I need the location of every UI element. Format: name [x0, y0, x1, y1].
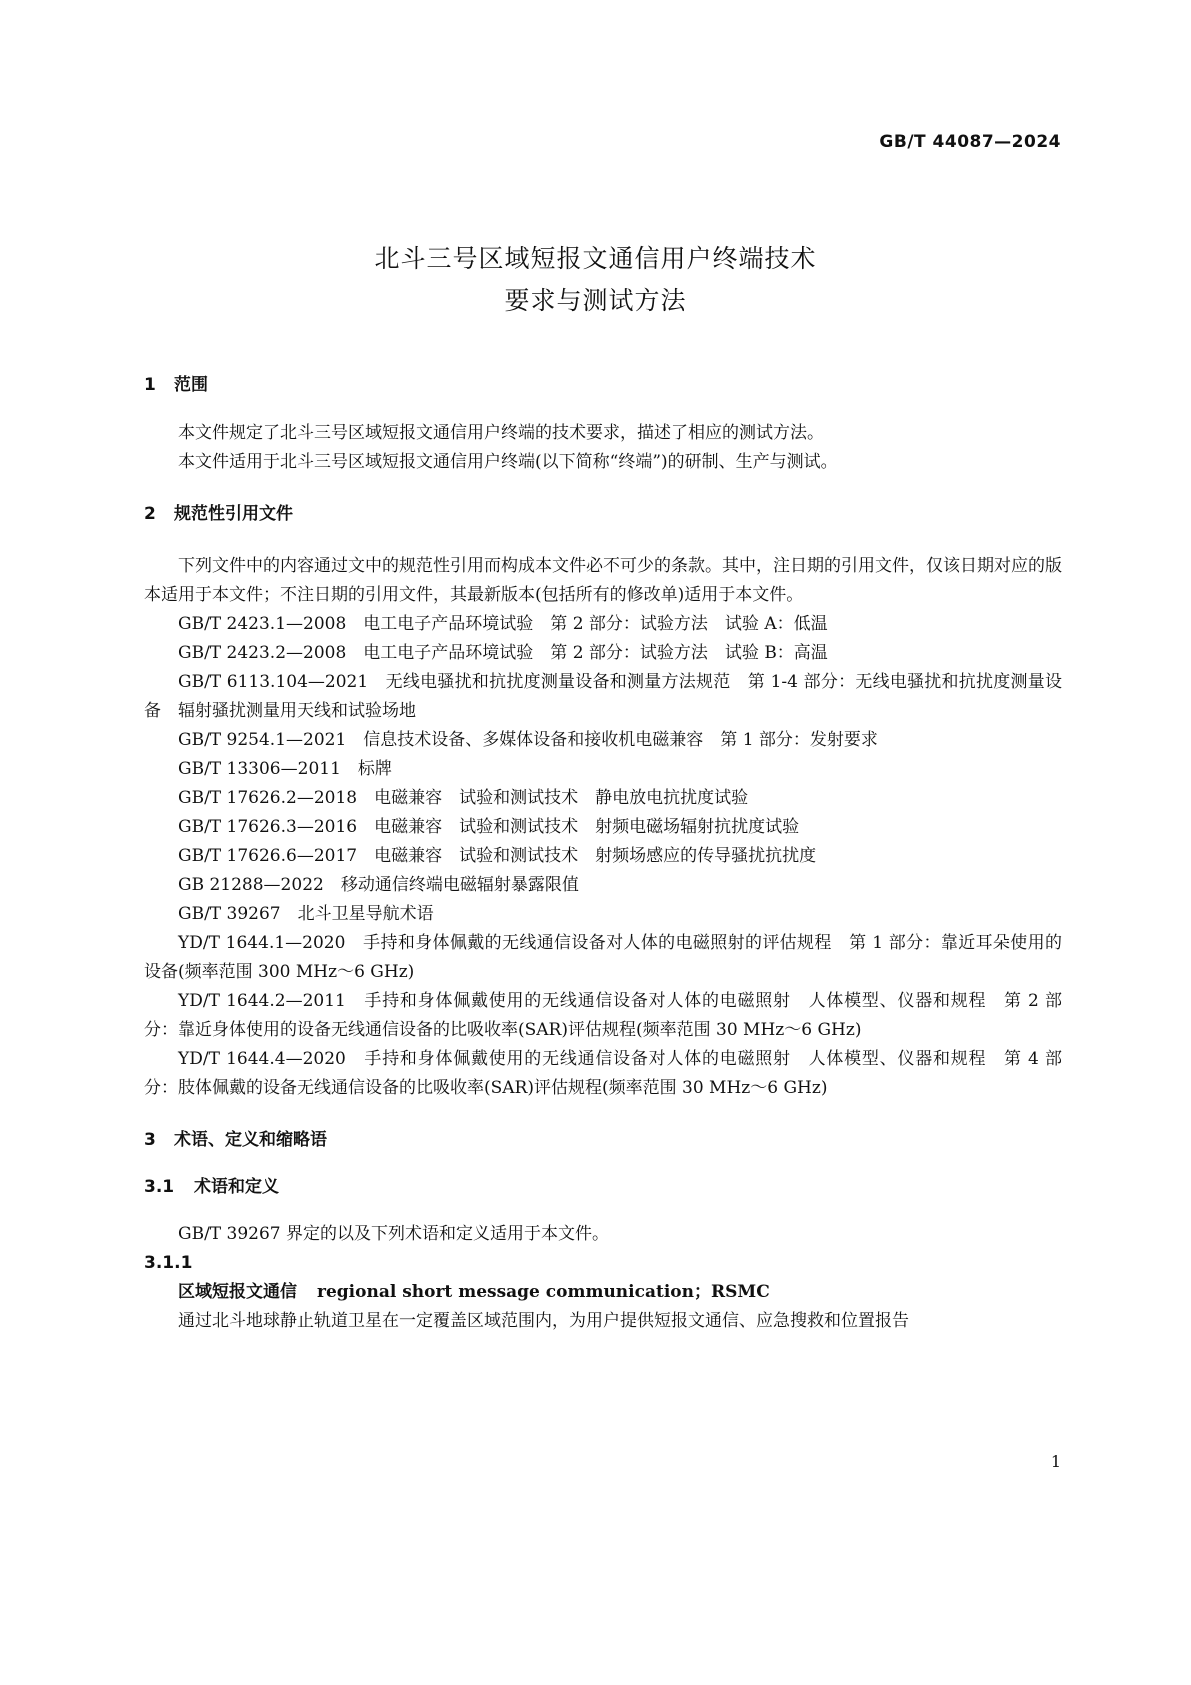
- standard-code: GB/T 44087—2024: [879, 132, 1061, 152]
- reference-item: GB/T 2423.2—2008 电工电子产品环境试验 第 2 部分：试验方法 试验 B：高温: [178, 643, 828, 663]
- term-chinese: 区域短报文通信: [178, 1282, 297, 1302]
- reference-item: GB/T 17626.3—2016 电磁兼容 试验和测试技术 射频电磁场辐射抗扰度试验: [178, 817, 800, 837]
- reference-item: GB/T 17626.6—2017 电磁兼容 试验和测试技术 射频场感应的传导骚扰抗扰度: [178, 846, 817, 866]
- reference-item: GB/T 17626.2—2018 电磁兼容 试验和测试技术 静电放电抗扰度试验: [178, 788, 749, 808]
- section-title: 术语、定义和缩略语: [174, 1130, 327, 1150]
- section-number: 1: [144, 375, 156, 395]
- reference-item: YD/T 1644.4—2020 手持和身体佩戴使用的无线通信设备对人体的电磁照射 人体模型、仪器和规程 第 4 部分：肢体佩戴的设备无线通信设备的比吸收率(SAR)评估规程(频率范围 30 MHz～6 GHz): [144, 1049, 1062, 1098]
- section-number: 3: [144, 1130, 156, 1150]
- term-number: 3.1.1: [144, 1253, 193, 1273]
- page-number: 1: [1050, 1452, 1061, 1471]
- section-1-heading: [144, 371, 1062, 400]
- reference-item: GB/T 2423.1—2008 电工电子产品环境试验 第 2 部分：试验方法 试验 A：低温: [178, 614, 828, 634]
- term-entry: [144, 1278, 1062, 1307]
- scope-paragraph-1: 本文件规定了北斗三号区域短报文通信用户终端的技术要求，描述了相应的测试方法。: [178, 423, 824, 443]
- reference-item: GB/T 13306—2011 标牌: [178, 759, 392, 779]
- section-number: 3.1: [144, 1177, 175, 1197]
- document-title: [0, 238, 1191, 322]
- reference-item: YD/T 1644.1—2020 手持和身体佩戴的无线通信设备对人体的电磁照射的评估规程 第 1 部分：靠近耳朵使用的设备(频率范围 300 MHz～6 GHz): [144, 933, 1062, 982]
- term-definition: 通过北斗地球静止轨道卫星在一定覆盖区域范围内，为用户提供短报文通信、应急搜救和位置报告: [178, 1311, 909, 1331]
- terms-intro: GB/T 39267 界定的以及下列术语和定义适用于本文件。: [178, 1224, 610, 1244]
- section-title: 规范性引用文件: [174, 504, 293, 524]
- section-2-heading: [144, 500, 1062, 529]
- section-number: 2: [144, 504, 156, 524]
- reference-item: YD/T 1644.2—2011 手持和身体佩戴使用的无线通信设备对人体的电磁照射 人体模型、仪器和规程 第 2 部分：靠近身体使用的设备无线通信设备的比吸收率(SAR)评估规程(频率范围 30 MHz～6 GHz): [144, 991, 1062, 1040]
- section-3-1-heading: [144, 1173, 1062, 1202]
- reference-item: GB 21288—2022 移动通信终端电磁辐射暴露限值: [178, 875, 579, 895]
- scope-paragraph-2: 本文件适用于北斗三号区域短报文通信用户终端(以下简称“终端”)的研制、生产与测试。: [178, 452, 838, 472]
- references-intro: 下列文件中的内容通过文中的规范性引用而构成本文件必不可少的条款。其中，注日期的引用文件，仅该日期对应的版本适用于本文件；不注日期的引用文件，其最新版本(包括所有的修改单)适用于本文件。: [144, 556, 1062, 605]
- section-title: 术语和定义: [194, 1177, 279, 1197]
- reference-item: GB/T 39267 北斗卫星导航术语: [178, 904, 434, 924]
- title-line-2: 要求与测试方法: [504, 286, 687, 315]
- section-title: 范围: [174, 375, 208, 395]
- reference-item: GB/T 9254.1—2021 信息技术设备、多媒体设备和接收机电磁兼容 第 1 部分：发射要求: [178, 730, 878, 750]
- title-line-1: 北斗三号区域短报文通信用户终端技术: [374, 244, 817, 273]
- document-body: [144, 371, 1062, 1336]
- section-3-heading: [144, 1126, 1062, 1155]
- term-english: regional short message communication；RSMC: [317, 1282, 770, 1302]
- reference-item: GB/T 6113.104—2021 无线电骚扰和抗扰度测量设备和测量方法规范 第 1-4 部分：无线电骚扰和抗扰度测量设备 辐射骚扰测量用天线和试验场地: [144, 672, 1062, 721]
